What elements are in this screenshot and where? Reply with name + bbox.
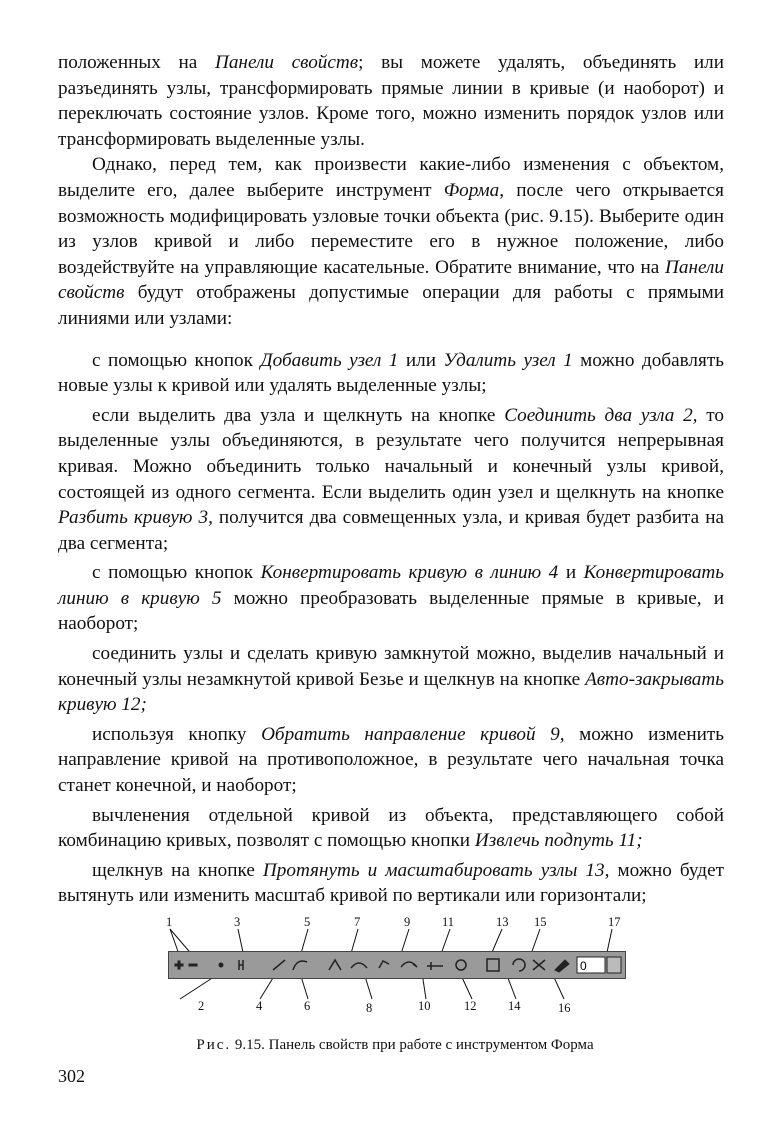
italic-term: Конвертировать линию в кривую 5 — [58, 562, 724, 609]
figure-9-15 — [160, 915, 630, 1015]
reverse-direction-icon — [401, 962, 417, 967]
paragraph — [58, 152, 724, 331]
italic-term: Протянуть и масштабировать узлы 13, — [262, 859, 610, 881]
text-run: ; вы можете удалять, объединять или разъединять узлы, трансформировать прямые линии в кривые (и наоборот) и переключать состояние узлов. Кроме того, можно изменить порядок узлов или трансформировать выделенные узлы. — [58, 52, 724, 150]
callout-7: 7 — [354, 915, 361, 929]
paragraph — [58, 348, 724, 399]
text-run: или — [398, 349, 444, 371]
paragraph — [58, 803, 724, 854]
callout-1: 1 — [166, 915, 173, 929]
italic-term: Форма, — [443, 179, 504, 201]
callout-15: 15 — [534, 915, 547, 929]
text-run: положенных на — [58, 52, 215, 73]
line-to-curve-icon — [293, 961, 307, 970]
break-curve-icon — [239, 960, 243, 970]
text-run: щелкнув на кнопке — [92, 859, 263, 881]
extract-subpath-icon — [427, 962, 443, 970]
callout-17: 17 — [608, 915, 621, 929]
italic-term: Извлечь подпуть 11; — [474, 830, 643, 852]
callout-13: 13 — [496, 915, 509, 929]
join-nodes-icon — [219, 963, 223, 967]
callout-11: 11 — [442, 915, 455, 929]
toolbar-icons — [169, 952, 625, 978]
italic-term: Конвертировать кривую в линию 4 — [260, 562, 559, 584]
text-run: используя кнопку — [92, 723, 262, 745]
paragraph — [58, 403, 724, 557]
italic-term: Удалить узел 1 — [443, 349, 573, 371]
paragraph — [58, 858, 724, 909]
callout-3: 3 — [234, 915, 241, 929]
text-run: с помощью кнопок — [92, 562, 261, 584]
paragraph — [58, 50, 724, 152]
italic-term: Разбить кривую 3, — [58, 507, 213, 529]
text-run: можно изменить направление кривой на противоположное, в результате чего начальная точка станет конечной, и наоборот; — [58, 723, 724, 797]
callout-9: 9 — [404, 915, 411, 929]
field-value: 0 — [580, 959, 587, 973]
text-run: и — [558, 562, 584, 584]
curve-to-line-icon — [273, 960, 285, 970]
text-run: то выделенные узлы объединяются, в результате чего получится непрерывная кривая. Можно объединить только начальный и конечный узлы кривой, состоящей из одного сегмента. Если выделить один узел и щелкнуть на кнопке — [58, 404, 724, 503]
callout-6: 6 — [304, 999, 311, 1013]
paragraph — [58, 641, 724, 718]
auto-close-icon — [456, 960, 466, 970]
italic-term: Добавить узел 1 — [260, 349, 399, 371]
callout-16: 16 — [558, 1001, 571, 1015]
caption-text: 9.15. Панель свойств при работе с инструментом Форма — [231, 1037, 594, 1053]
callout-8: 8 — [366, 1001, 373, 1015]
elastic-mode-icon — [555, 960, 569, 972]
text-run: с помощью кнопок — [92, 349, 261, 371]
body-text — [58, 50, 724, 909]
italic-term: Авто-закрывать кривую 12; — [58, 668, 724, 716]
callout-12: 12 — [464, 999, 477, 1013]
smooth-node-icon — [351, 963, 367, 968]
text-run: можно добавлять новые узлы к кривой или удалять выделенные узлы; — [58, 349, 724, 397]
italic-term: Обратить направление кривой 9, — [261, 723, 565, 745]
text-run: можно будет вытянуть или изменить масштаб кривой по вертикали или горизонтали; — [58, 859, 724, 907]
callout-5: 5 — [304, 915, 311, 929]
select-all-nodes-icon — [607, 957, 621, 973]
symmetric-node-icon — [379, 961, 389, 968]
italic-term: Панели свойств — [214, 52, 359, 73]
figure-caption — [160, 1037, 630, 1054]
italic-term: Панели свойств — [58, 256, 724, 304]
rotate-skew-icon — [513, 959, 525, 971]
paragraph — [58, 722, 724, 799]
text-run: можно преобразовать выделенные прямые в кривые, и наоборот; — [58, 587, 724, 635]
callout-4: 4 — [256, 999, 263, 1013]
cusp-node-icon — [329, 960, 341, 970]
page-number: 302 — [58, 1066, 85, 1086]
text-run: Однако, перед тем, как произвести какие-либо изменения с объектом, выделите его, далее выберите инструмент — [58, 154, 724, 201]
callout-2: 2 — [198, 999, 205, 1013]
delete-node-icon — [189, 964, 197, 966]
text-run: будут отображены допустимые операции для работы с прямыми линиями или узлами: — [58, 282, 724, 329]
paragraph — [58, 560, 724, 637]
text-run: соединить узлы и сделать кривую замкнутой можно, выделив начальный и конечный узлы незамкнутой кривой Безье и щелкнув на кнопке — [58, 643, 724, 690]
callout-10: 10 — [418, 999, 431, 1013]
property-bar-toolbar — [168, 951, 626, 979]
text-run: если выделить два узла и щелкнуть на кнопке — [92, 404, 505, 426]
text-run: вычленения отдельной кривой из объекта, представляющего собой комбинацию кривых, позволят с помощью кнопки — [58, 804, 724, 852]
italic-term: Соединить два узла 2, — [504, 404, 698, 426]
callout-14: 14 — [508, 999, 521, 1013]
align-nodes-icon — [533, 960, 545, 970]
text-run: получится два совмещенных узла, и кривая будет разбита на два сегмента; — [58, 507, 724, 554]
text-run: после чего открывается возможность модифицировать узловые точки объекта (рис. 9.15). Выберите один из узлов кривой и либо переместите его в нужное положение, либо воздействуйте на управляющие касательные. Обратите внимание, что на — [58, 179, 724, 278]
stretch-scale-icon — [487, 959, 499, 971]
caption-lead: Рис. — [196, 1037, 232, 1053]
